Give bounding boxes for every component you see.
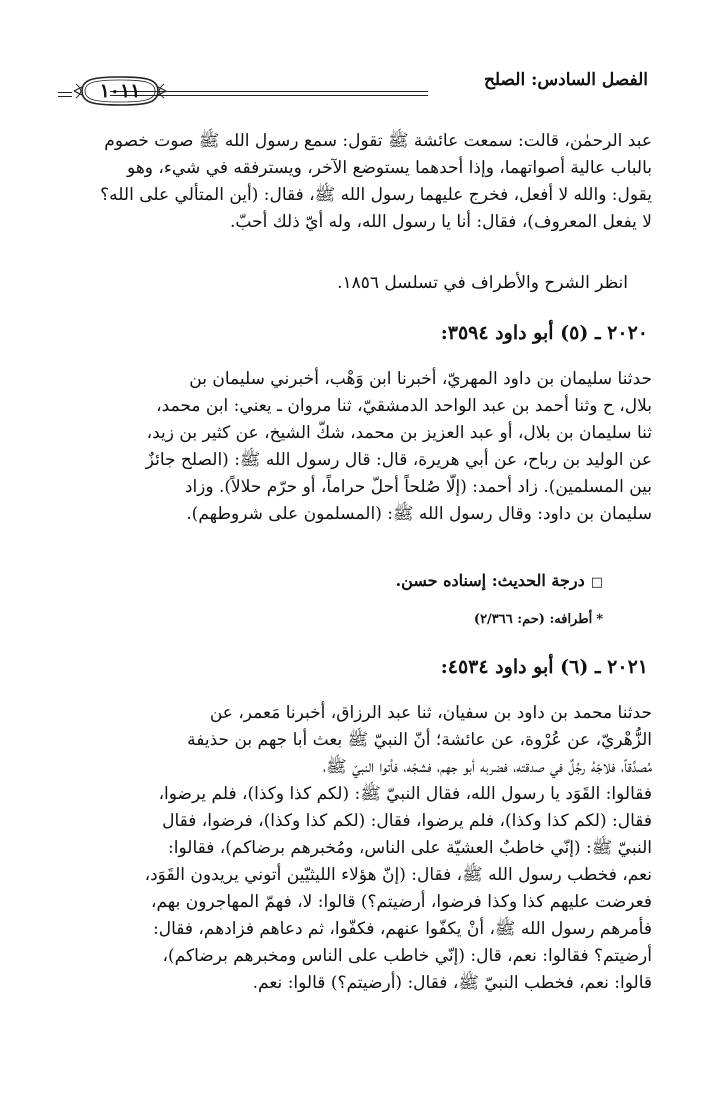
atraf-text: أطرافه: (حم: ٢/٣٦٦) [473,612,593,627]
see-also-note [68,270,628,297]
hadith-2020-heading: ٢٠٢٠ ـ (٥) أبو داود ٣٥٩٤: [440,322,648,344]
text-line: الزُّهْريّ، عن عُرْوة، عن عائشة؛ أنّ النبيّ ﷺ بعث أبا جهم بن حذيفة [187,730,652,750]
text-line: يقول: والله لا أفعل، فخرج عليهما رسول الله ﷺ، فقال: (أين المتألي على الله؟ [100,185,652,205]
text-line: حدثنا محمد بن داود بن سفيان، ثنا عبد الرزاق، أخبرنا مَعمر، عن [209,703,652,723]
see-also-text: انظر الشرح والأطراف في تسلسل ١٨٥٦. [337,273,628,293]
text-line: فعرضت عليهم كذا وكذا فرضوا، أرضيتم؟) قالوا: لا، فهمّ المهاجرون بهم، [150,892,652,912]
text-line: النبيّ ﷺ: (إنّي خاطبٌ العشيّة على الناس، ومُخبرهم برضاكم)، فقالوا: [168,838,652,858]
text-line: سليمان بن داود: وقال رسول الله ﷺ: (المسلمون على شروطهم). [186,504,652,524]
hadith-2021-heading: ٢٠٢١ ـ (٦) أبو داود ٤٥٣٤: [440,656,648,678]
text-line: فقالوا: القَوَد يا رسول الله، فقال النبيّ ﷺ: (لكم كذا وكذا)، فلم يرضوا، [158,784,652,804]
text-line: عن الوليد بن رباح، عن أبي هريرة، قال: قال رسول الله ﷺ: (الصلح جائزٌ [145,450,652,470]
text-line: بلال، ح وثنا أحمد بن عبد الواحد الدمشقيّ، ثنا مروان ـ يعني: ابن محمد، [156,396,652,416]
text-line: فأمرهم رسول الله ﷺ، أنْ يكفّوا عنهم، فكفّوا، ثم دعاهم فزادهم، فقال: [153,919,652,939]
text-line: حدثنا سليمان بن داود المهريّ، أخبرنا ابن وَهْب، أخبرني سليمان بن [189,369,652,389]
text-line: ثنا سليمان بن بلال، أو عبد العزيز بن محمد، شكّ الشيخ، عن كثير بن زيد، [146,423,652,443]
text-line: مُصدِّقاً، فلاجّهُ رجُلٌ في صدقته، فضربه أبو جهم، فشجّه، فأتوا النبيّ ﷺ، [322,757,652,777]
text-line: فقال: (لكم كذا وكذا)، فلم يرضوا، فقال: (لكم كذا وكذا)، فرضوا، فقال [162,811,652,831]
text-line: بين المسلمين). زاد أحمد: (إلّا صُلحاً أحلّ حراماً، أو حرّم حلالاً). وزاد [184,477,652,497]
text-line: عبد الرحمٰن، قالت: سمعت عائشة ﷺ تقول: سمع رسول الله ﷺ صوت خصوم [104,131,652,151]
hadith-2020-grade [396,571,603,590]
text-line: لا يفعل المعروف)، فقال: أنا يا رسول الله، وله أيّ ذلك أحبّ. [230,212,652,232]
section-1-text [40,128,652,236]
page-number-ornament [72,74,168,108]
text-line: بالباب عالية أصواتهما، وإذا أحدهما يستوضع الآخر، ويسترفقه في شيء، وهو [127,158,652,178]
hadith-2021-text [40,700,652,997]
text-line: نعم، فخطب رسول الله ﷺ، فقال: (إنّ هؤلاء الليثيّين أتوني يريدون القَوَد، [144,865,652,885]
text-line: أرضيتم؟ فقالوا: نعم، قال: (إنّي خاطب على الناس ومخبرهم برضاكم)، [162,946,652,966]
square-bullet-icon: □ [590,575,603,590]
asterisk-icon: * [596,612,603,627]
chapter-title: الفصل السادس: الصلح [483,70,648,90]
hadith-2020-text [40,366,652,528]
grade-text: درجة الحديث: إسناده حسن. [395,571,585,590]
header-rule-left [58,92,72,97]
text-line: قالوا: نعم، فخطب النبيّ ﷺ، فقال: (أرضيتم؟) قالوا: نعم. [252,973,652,993]
page-number: ١٠١١ [99,80,141,102]
hadith-2020-atraf [474,612,603,627]
